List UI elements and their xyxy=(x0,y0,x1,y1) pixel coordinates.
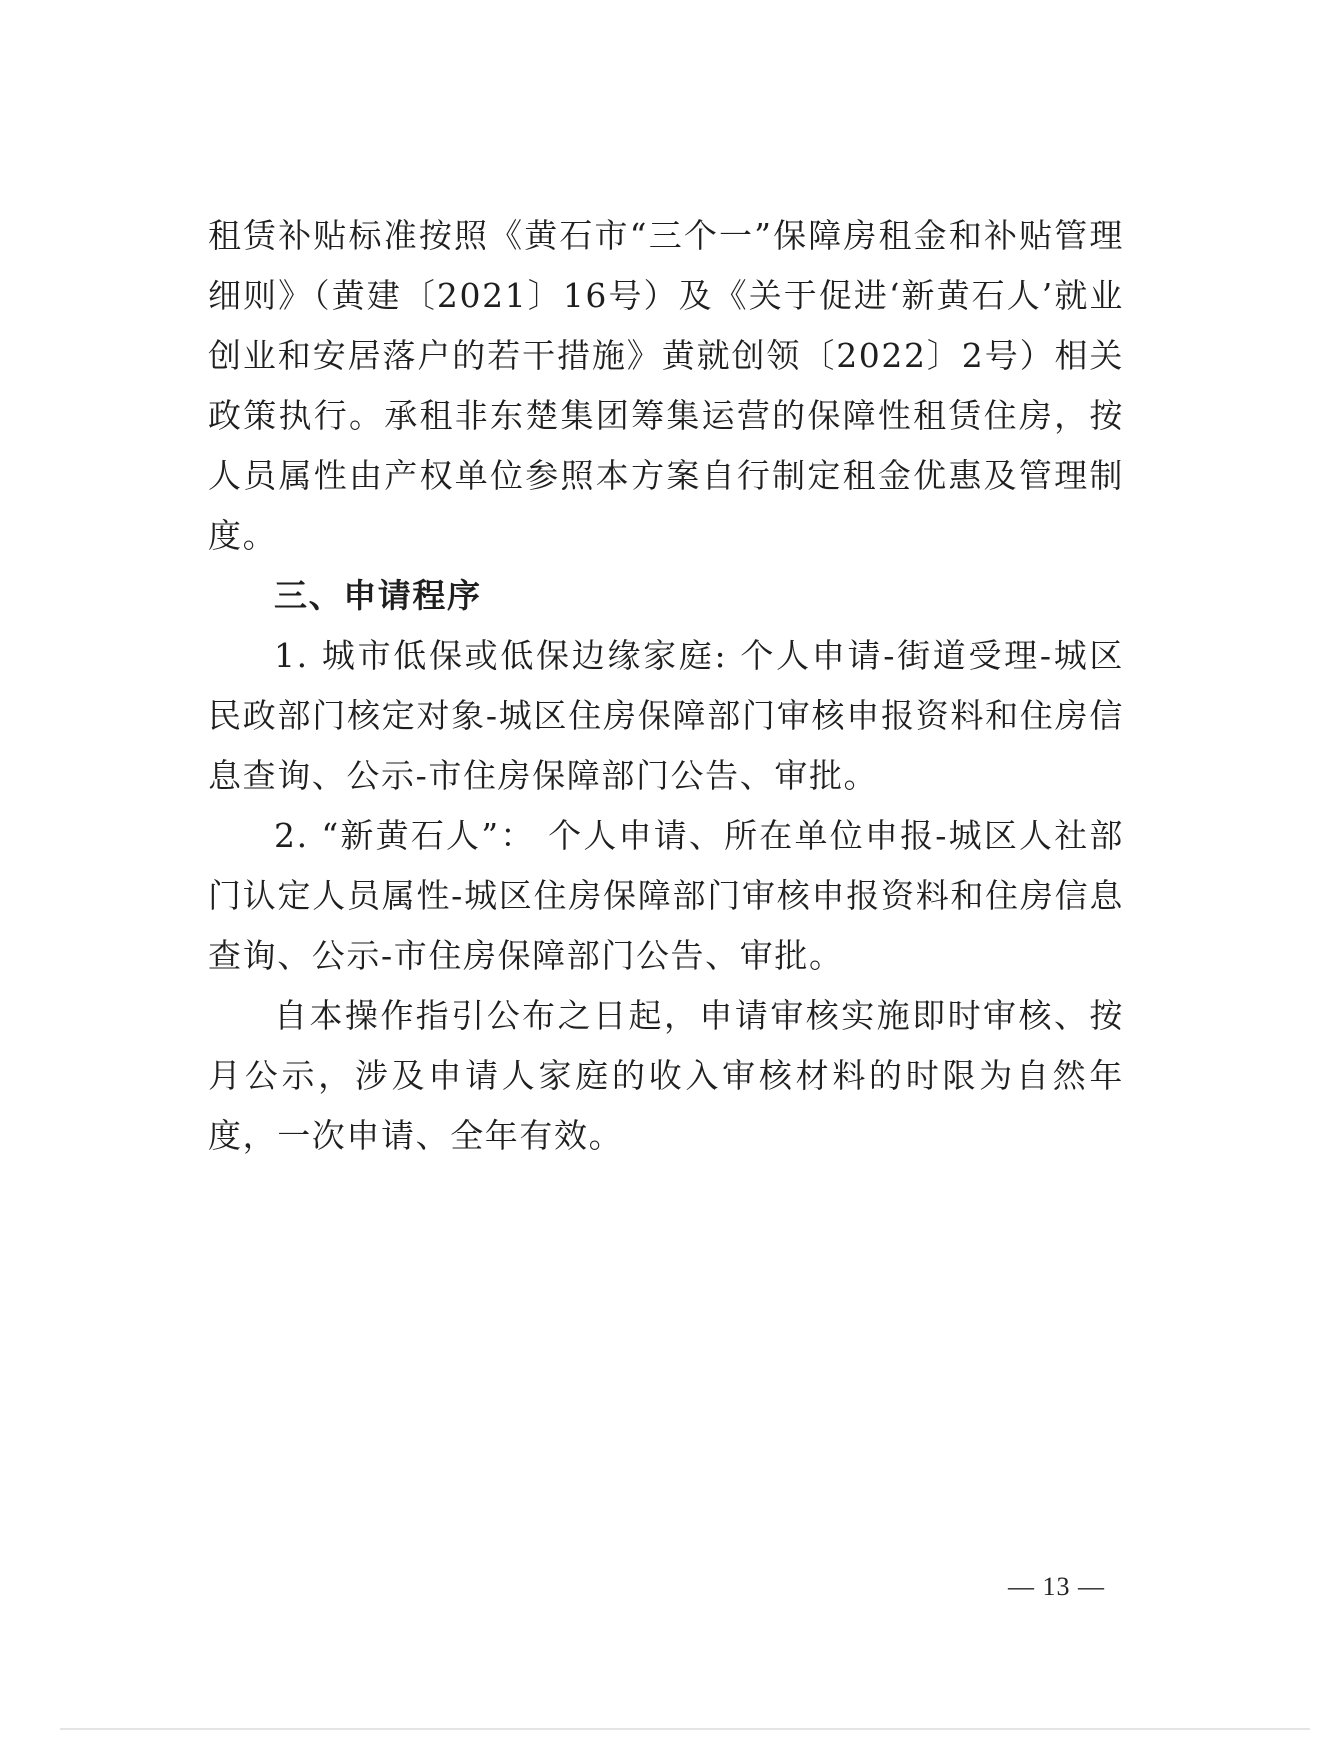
paragraph-low-income-procedure: 1. 城市低保或低保边缘家庭: 个人申请-街道受理-城区民政部门核定对象-城区住房保障部门审核申报资料和住房信息查询、公示-市住房保障部门公告、审批。 xyxy=(208,636,1124,795)
scan-edge-divider xyxy=(60,1728,1310,1730)
section-heading-application-procedure: 三、申请程序 xyxy=(274,576,482,615)
paragraph-new-residents-procedure: 2. “新黄石人”： 个人申请、所在单位申报-城区人社部门认定人员属性-城区住房保障部门审核申报资料和住房信息查询、公示-市住房保障部门公告、审批。 xyxy=(208,816,1124,975)
page-number: — 13 — xyxy=(1008,1572,1105,1601)
paragraph-rent-subsidy: 租赁补贴标准按照《黄石市“三个一”保障房租金和补贴管理细则》（黄建〔2021〕16号）及《关于促进‘新黄石人’就业创业和安居落户的若干措施》黄就创领〔2022〕2号）相关政策执行。承租非东楚集团筹集运营的保障性租赁住房，按人员属性由产权单位参照本方案自行制定租金优惠及管理制度。 xyxy=(208,216,1124,555)
paragraph-review-timing: 自本操作指引公布之日起，申请审核实施即时审核、按月公示，涉及申请人家庭的收入审核材料的时限为自然年度，一次申请、全年有效。 xyxy=(208,996,1124,1155)
document-body xyxy=(208,206,1124,1166)
